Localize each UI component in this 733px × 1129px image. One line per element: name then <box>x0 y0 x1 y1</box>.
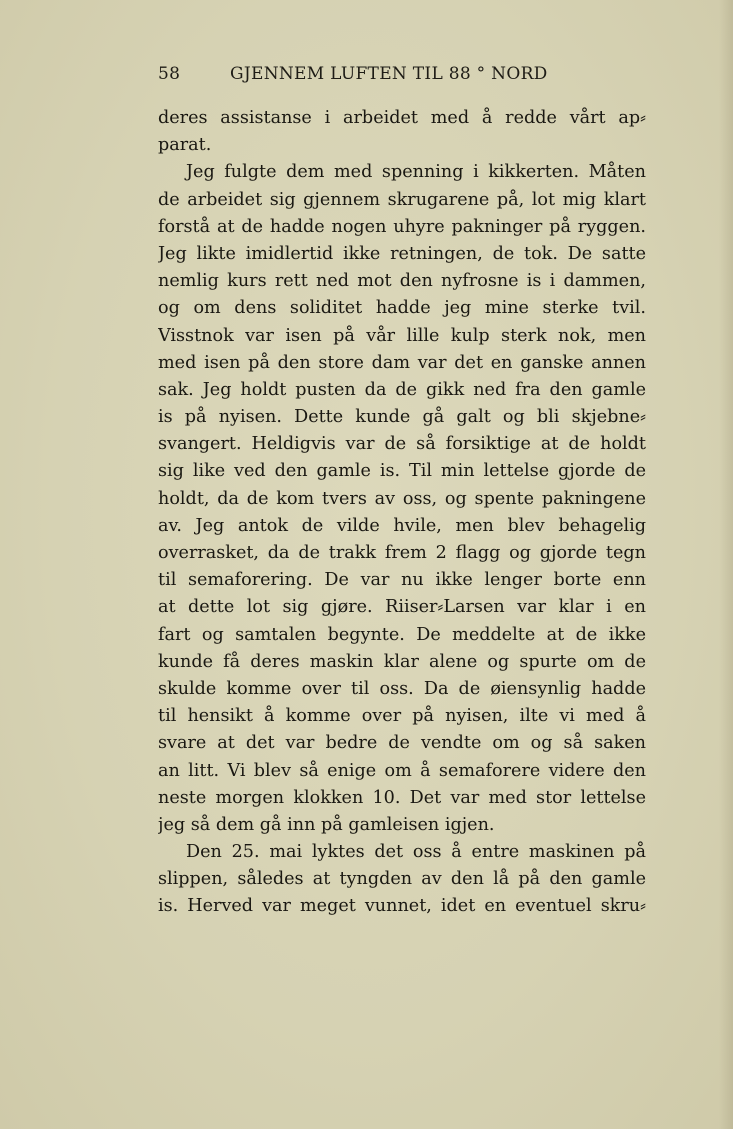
text-line: jeg så dem gå inn på gamleisen igjen. <box>158 814 495 835</box>
text-line: nemlig kurs rett ned mot den nyfrosne is i dammen, <box>158 271 646 292</box>
text-line: slippen, således at tyngden av den lå på den gamle <box>158 869 646 890</box>
text-line: sak. Jeg holdt pusten da de gikk ned fra den gamle <box>158 379 646 400</box>
text-line: is. Herved var meget vunnet, idet en eventuel skru⸗ <box>158 896 646 917</box>
text-line: til hensikt å komme over på nyisen, ilte vi med å <box>158 706 646 727</box>
page-number: 58 <box>158 64 181 84</box>
text-line: at dette lot sig gjøre. Riiser⸗Larsen var klar i en <box>158 597 646 618</box>
text-line: svare at det var bedre de vendte om og så saken <box>158 733 646 754</box>
text-line: is på nyisen. Dette kunde gå galt og bli skjebne⸗ <box>158 407 646 428</box>
text-line: forstå at de hadde nogen uhyre pakninger på ryggen. <box>158 216 646 237</box>
text-line: parat. <box>158 135 212 156</box>
text-line: av. Jeg antok de vilde hvile, men blev behagelig <box>158 515 646 536</box>
text-line: an litt. Vi blev så enige om å semaforere videre den <box>158 760 646 781</box>
text-line: Jeg fulgte dem med spenning i kikkerten. Måten <box>186 162 646 183</box>
text-line: de arbeidet sig gjennem skrugarene på, lot mig klart <box>158 189 646 210</box>
text-line: kunde få deres maskin klar alene og spurte om de <box>158 651 646 672</box>
text-line: skulde komme over til oss. Da de øiensynlig hadde <box>158 678 646 699</box>
text-line: deres assistanse i arbeidet med å redde vårt ap⸗ <box>158 108 646 128</box>
text-line: med isen på den store dam var det en ganske annen <box>158 352 646 373</box>
page-edge-shadow <box>719 0 733 1129</box>
text-line: svangert. Heldigvis var de så forsiktige at de holdt <box>158 434 646 455</box>
text-line: neste morgen klokken 10. Det var med stor lettelse <box>158 787 646 808</box>
text-line: Visstnok var isen på vår lille kulp sterk nok, men <box>158 325 646 346</box>
text-line: fart og samtalen begynte. De meddelte at de ikke <box>158 624 646 645</box>
text-line: overrasket, da de trakk frem 2 flagg og gjorde tegn <box>158 543 646 563</box>
text-line: Jeg likte imidlertid ikke retningen, de tok. De satte <box>158 243 646 264</box>
running-header <box>158 64 646 90</box>
text-line: holdt, da de kom tvers av oss, og spente pakningene <box>158 488 646 509</box>
running-title: GJENNEM LUFTEN TIL 88 ° NORD <box>230 64 548 84</box>
text-line: Den 25. mai lyktes det oss å entre maskinen på <box>186 842 646 863</box>
body-text <box>158 105 646 921</box>
text-line: til semaforering. De var nu ikke lenger borte enn <box>158 570 646 591</box>
text-line: og om dens soliditet hadde jeg mine sterke tvil. <box>158 298 646 319</box>
text-line: sig like ved den gamle is. Til min lettelse gjorde de <box>158 461 646 482</box>
